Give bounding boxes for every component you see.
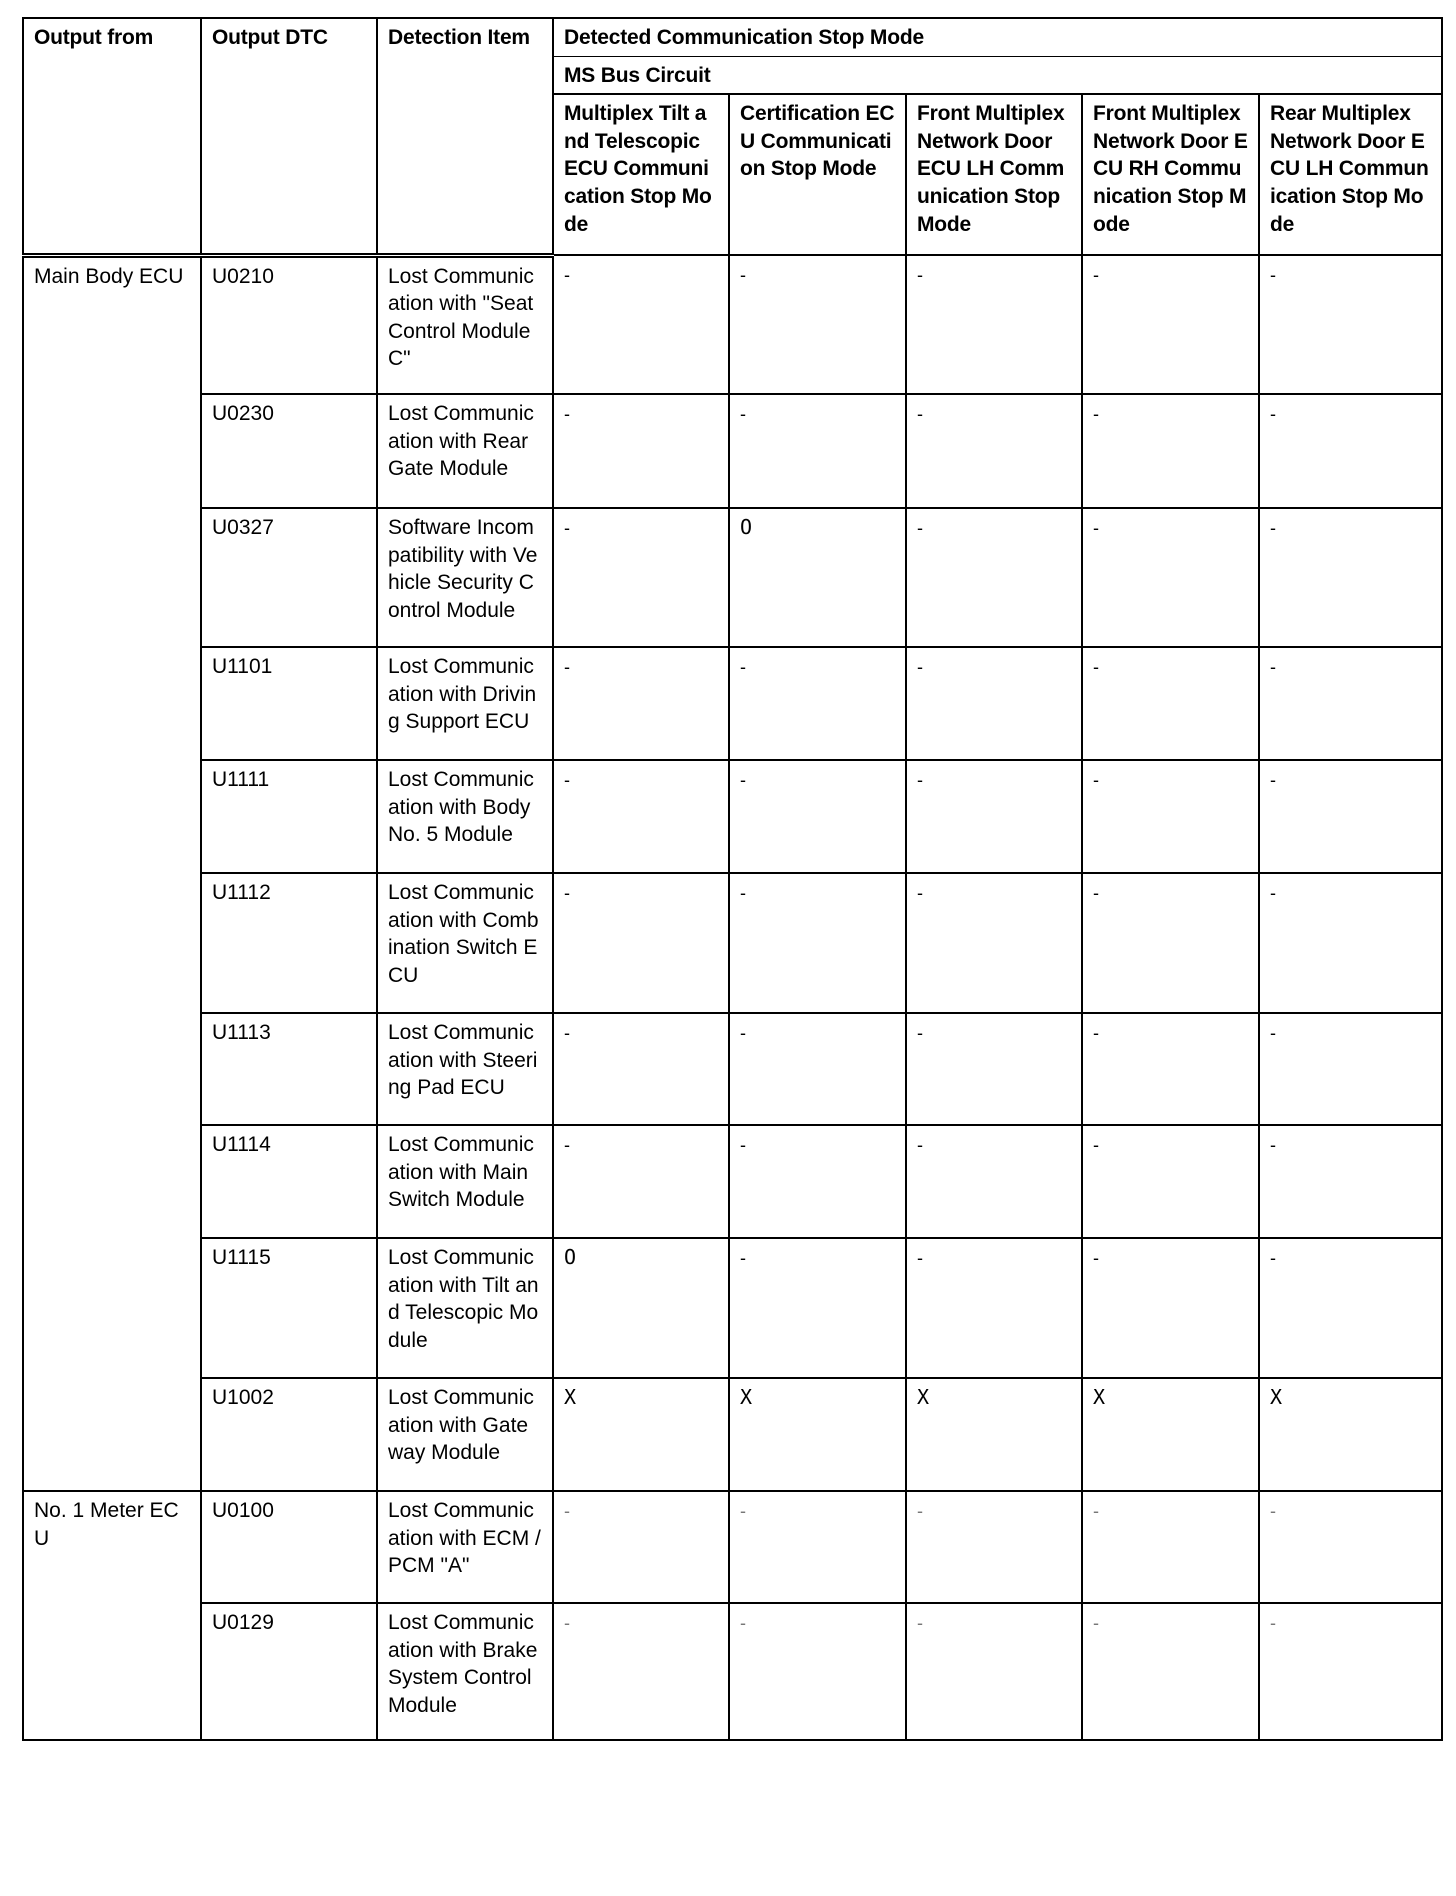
mode-value-cell-2 [729,873,906,1013]
mode-value-cell-5 [1259,508,1442,647]
dtc-code-cell: U1114 [201,1125,377,1238]
table-row [23,873,1442,1013]
dash-mark-icon: - [1270,1135,1276,1156]
detection-item-cell: Lost Communication with Rear Gate Module [377,394,553,508]
mode-value-cell-3 [906,1378,1082,1491]
mode-value-cell-1 [553,1125,729,1238]
dash-mark-icon: - [917,770,923,791]
dash-mark-icon: - [1093,1501,1099,1522]
mode-value-cell-5 [1259,255,1442,394]
header-mode-column-4: Front Multiplex Network Door ECU RH Communication Stop Mode [1082,94,1259,255]
header-mode-column-5: Rear Multiplex Network Door ECU LH Communication Stop Mode [1259,94,1442,255]
mode-value-cell-2 [729,1013,906,1125]
dtc-code-cell: U1115 [201,1238,377,1378]
dtc-code-cell: U1002 [201,1378,377,1491]
dtc-code-cell: U1111 [201,760,377,873]
mode-value-cell-4 [1082,255,1259,394]
mode-value-cell-3 [906,1603,1082,1740]
detection-item-cell: Lost Communication with Steering Pad ECU [377,1013,553,1125]
mode-value-cell-2 [729,1125,906,1238]
mode-value-cell-5 [1259,1238,1442,1378]
mode-value-cell-5 [1259,1378,1442,1491]
dash-mark-icon: - [1093,657,1099,678]
mode-value-cell-2 [729,255,906,394]
dash-mark-icon: - [1270,657,1276,678]
dtc-code-cell: U0210 [201,255,377,394]
dash-mark-icon: - [917,1135,923,1156]
mode-value-cell-5 [1259,1125,1442,1238]
table-row [23,508,1442,647]
mode-value-cell-3 [906,255,1082,394]
mode-value-cell-1 [553,1378,729,1491]
dash-mark-icon: - [564,1501,570,1522]
mode-value-cell-4 [1082,1491,1259,1603]
mode-value-cell-1 [553,1603,729,1740]
mode-value-cell-3 [906,1238,1082,1378]
table-row [23,394,1442,508]
table-row [23,1603,1442,1740]
header-mode-column-1: Multiplex Tilt and Telescopic ECU Communication Stop Mode [553,94,729,255]
mode-value-cell-4 [1082,394,1259,508]
dash-mark-icon: - [740,770,746,791]
mode-value-cell-3 [906,508,1082,647]
dash-mark-icon: - [740,883,746,904]
detection-item-cell: Lost Communication with Main Switch Module [377,1125,553,1238]
dash-mark-icon: - [740,1613,746,1634]
mode-value-cell-4 [1082,1603,1259,1740]
table-row [23,1013,1442,1125]
dtc-code-cell: U0129 [201,1603,377,1740]
mode-value-cell-4 [1082,1378,1259,1491]
dash-mark-icon: - [564,518,570,539]
dash-mark-icon: - [564,657,570,678]
dash-mark-icon: - [740,404,746,425]
mode-value-cell-4 [1082,760,1259,873]
mode-value-cell-1 [553,1238,729,1378]
cross-mark-icon: X [564,1385,577,1410]
mode-value-cell-2 [729,760,906,873]
mode-value-cell-5 [1259,1491,1442,1603]
dtc-communication-stop-table [22,17,1443,1741]
mode-value-cell-1 [553,255,729,394]
dash-mark-icon: - [1270,1613,1276,1634]
mode-value-cell-5 [1259,873,1442,1013]
mode-value-cell-5 [1259,1603,1442,1740]
dtc-code-cell: U1113 [201,1013,377,1125]
mode-value-cell-2 [729,1238,906,1378]
cross-mark-icon: X [1093,1385,1106,1410]
header-bus-circuit: MS Bus Circuit [553,56,1442,94]
dash-mark-icon: - [1093,518,1099,539]
dash-mark-icon: - [564,1135,570,1156]
dash-mark-icon: - [917,883,923,904]
dtc-code-cell: U0230 [201,394,377,508]
dash-mark-icon: - [1093,1248,1099,1269]
dash-mark-icon: - [564,265,570,286]
mode-value-cell-1 [553,873,729,1013]
dash-mark-icon: - [1093,265,1099,286]
detection-item-cell: Lost Communication with Body No. 5 Module [377,760,553,873]
dash-mark-icon: - [917,1248,923,1269]
mode-value-cell-3 [906,1125,1082,1238]
mode-value-cell-1 [553,508,729,647]
mode-value-cell-5 [1259,1013,1442,1125]
dash-mark-icon: - [1093,404,1099,425]
dash-mark-icon: - [1093,1135,1099,1156]
mode-value-cell-1 [553,760,729,873]
header-output-from: Output from [23,18,201,255]
dash-mark-icon: - [1270,770,1276,791]
circle-mark-icon: O [564,1245,577,1270]
mode-value-cell-2 [729,1603,906,1740]
mode-value-cell-3 [906,647,1082,760]
dash-mark-icon: - [917,265,923,286]
table-row [23,1491,1442,1603]
table-header [23,18,1442,255]
table-row [23,1238,1442,1378]
cross-mark-icon: X [917,1385,930,1410]
dash-mark-icon: - [1270,265,1276,286]
output-from-cell: Main Body ECU [23,255,201,1491]
mode-value-cell-2 [729,508,906,647]
dash-mark-icon: - [917,657,923,678]
dash-mark-icon: - [1093,1023,1099,1044]
dash-mark-icon: - [564,770,570,791]
header-detection-item: Detection Item [377,18,553,255]
dash-mark-icon: - [917,518,923,539]
dash-mark-icon: - [740,657,746,678]
mode-value-cell-4 [1082,1013,1259,1125]
dash-mark-icon: - [564,1023,570,1044]
mode-value-cell-1 [553,647,729,760]
dash-mark-icon: - [1270,883,1276,904]
table-row [23,1125,1442,1238]
dash-mark-icon: - [1270,1248,1276,1269]
detection-item-cell: Lost Communication with ECM / PCM "A" [377,1491,553,1603]
mode-value-cell-5 [1259,394,1442,508]
mode-value-cell-2 [729,394,906,508]
dash-mark-icon: - [1270,518,1276,539]
detection-item-cell: Lost Communication with Tilt and Telescopic Module [377,1238,553,1378]
dash-mark-icon: - [1270,1501,1276,1522]
header-mode-column-3: Front Multiplex Network Door ECU LH Communication Stop Mode [906,94,1082,255]
mode-value-cell-3 [906,1491,1082,1603]
mode-value-cell-1 [553,1491,729,1603]
dtc-code-cell: U0327 [201,508,377,647]
dash-mark-icon: - [740,1135,746,1156]
table-body [23,255,1442,1740]
detection-item-cell: Lost Communication with Driving Support ECU [377,647,553,760]
table-row [23,255,1442,394]
cross-mark-icon: X [740,1385,753,1410]
detection-item-cell: Lost Communication with Combination Switch ECU [377,873,553,1013]
dash-mark-icon: - [564,1613,570,1634]
table-row [23,760,1442,873]
mode-value-cell-3 [906,394,1082,508]
dash-mark-icon: - [1270,1023,1276,1044]
dash-mark-icon: - [564,883,570,904]
header-detected-mode: Detected Communication Stop Mode [553,18,1442,56]
cross-mark-icon: X [1270,1385,1283,1410]
mode-value-cell-4 [1082,1125,1259,1238]
mode-value-cell-4 [1082,1238,1259,1378]
table-row [23,647,1442,760]
dash-mark-icon: - [1093,1613,1099,1634]
dash-mark-icon: - [917,1613,923,1634]
dash-mark-icon: - [917,1023,923,1044]
mode-value-cell-5 [1259,760,1442,873]
mode-value-cell-1 [553,394,729,508]
detection-item-cell: Software Incompatibility with Vehicle Security Control Module [377,508,553,647]
dash-mark-icon: - [740,1501,746,1522]
mode-value-cell-3 [906,1013,1082,1125]
dash-mark-icon: - [917,404,923,425]
dash-mark-icon: - [1270,404,1276,425]
detection-item-cell: Lost Communication with Gateway Module [377,1378,553,1491]
mode-value-cell-1 [553,1013,729,1125]
output-from-cell: No. 1 Meter ECU [23,1491,201,1740]
dash-mark-icon: - [1093,770,1099,791]
dash-mark-icon: - [740,265,746,286]
mode-value-cell-2 [729,647,906,760]
header-mode-column-2: Certification ECU Communication Stop Mode [729,94,906,255]
detection-item-cell: Lost Communication with "Seat Control Module C" [377,255,553,394]
dash-mark-icon: - [740,1248,746,1269]
mode-value-cell-4 [1082,647,1259,760]
header-output-dtc: Output DTC [201,18,377,255]
table-row [23,1378,1442,1491]
mode-value-cell-2 [729,1378,906,1491]
dash-mark-icon: - [740,1023,746,1044]
dtc-code-cell: U1112 [201,873,377,1013]
dtc-code-cell: U1101 [201,647,377,760]
mode-value-cell-4 [1082,508,1259,647]
mode-value-cell-2 [729,1491,906,1603]
dash-mark-icon: - [564,404,570,425]
dash-mark-icon: - [917,1501,923,1522]
circle-mark-icon: O [740,515,753,540]
mode-value-cell-3 [906,873,1082,1013]
mode-value-cell-3 [906,760,1082,873]
detection-item-cell: Lost Communication with Brake System Control Module [377,1603,553,1740]
dash-mark-icon: - [1093,883,1099,904]
mode-value-cell-5 [1259,647,1442,760]
dtc-code-cell: U0100 [201,1491,377,1603]
mode-value-cell-4 [1082,873,1259,1013]
